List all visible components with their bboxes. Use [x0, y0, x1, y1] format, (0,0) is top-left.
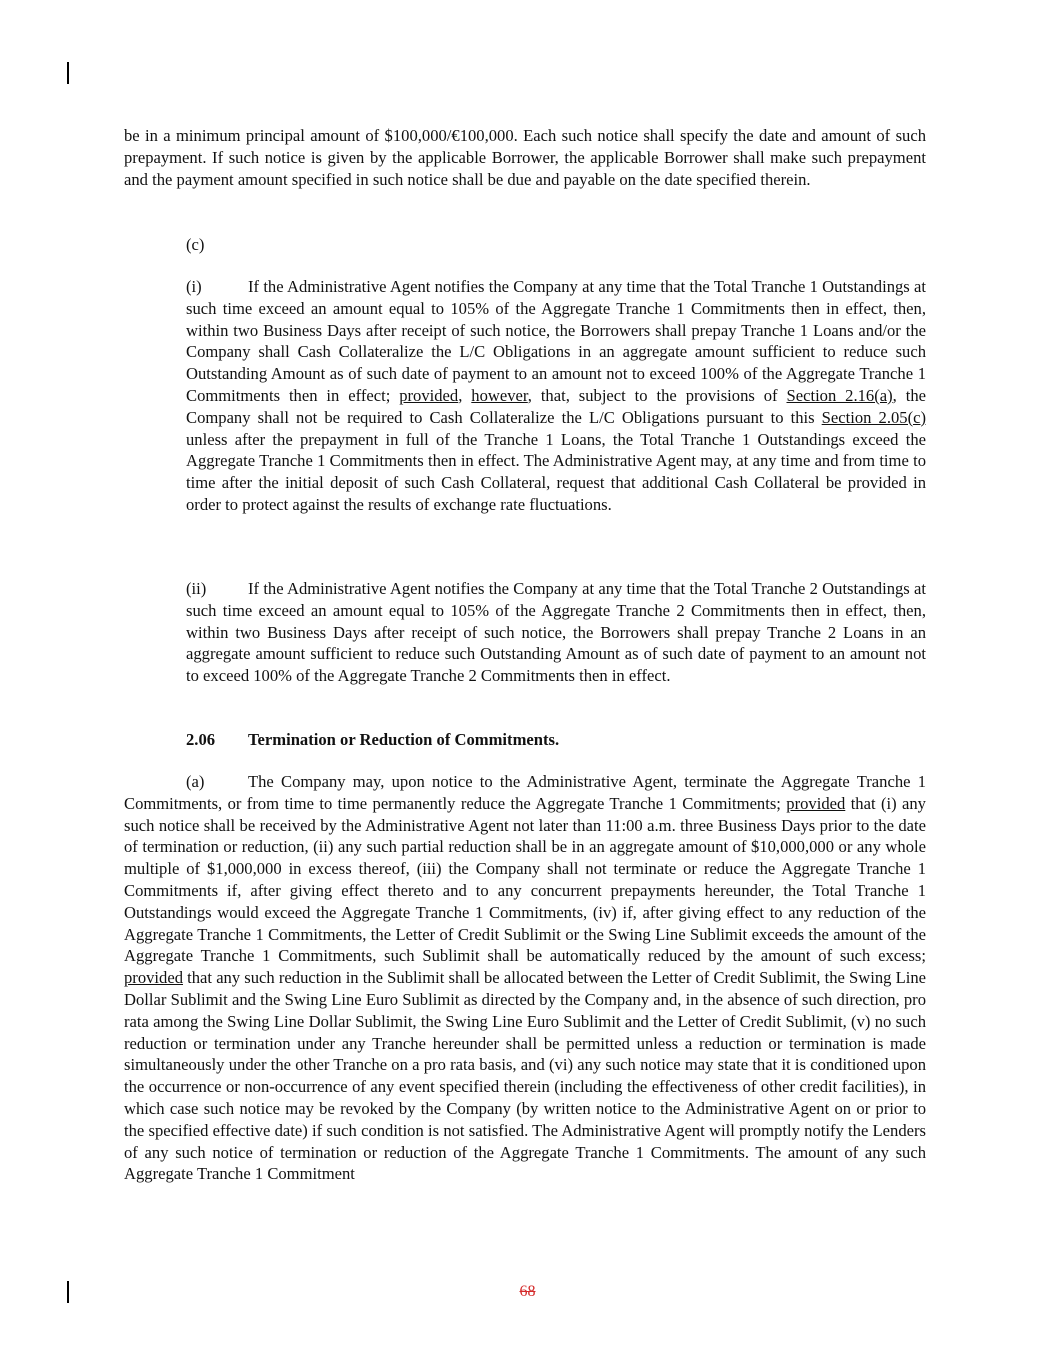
provided-term: provided	[124, 968, 183, 988]
however-term: however	[471, 385, 528, 405]
section-ref-2-16a: Section 2.16(a)	[786, 385, 893, 405]
clause-c-label: (c)	[186, 235, 205, 254]
clause-c-i: (i) If the Administrative Agent notifies the Company at any time that the Total Tranche 1 Outstandings at such time exceed an amount equal to 105% of the Aggregate Tranche 1 Commitments then in effect, then, within two Business Days after receipt of such notice, the Borrowers shall prepay Tranche 1 Loans and/or the Company shall Cash Collateralize the L/C Obligations in an aggregate amount sufficient to reduce such Outstanding Amount as of such date of payment to an amount not to exceed 100% of the Aggregate Tranche 1 Commitments then in effect; provided, however, that, subject to the provisions of Section 2.16(a), the Company shall not be required to Cash Collateralize the L/C Obligations pursuant to this Section 2.05(c) unless after the prepayment in full of the Tranche 1 Loans, the Total Tranche 1 Outstandings exceed the Aggregate Tranche 1 Commitments then in effect. The Administrative Agent may, at any time and from time to time after the initial deposit of such Cash Collateral, request that additional Cash Collateral be provided in order to protect against the results of exchange rate fluctuations.	[186, 277, 926, 514]
clause-a-number: (a)	[186, 772, 205, 791]
clause-c-i-number: (i)	[186, 277, 202, 296]
change-bar-top	[67, 62, 69, 84]
paragraph-continuation: be in a minimum principal amount of $100,000/€100,000. Each such notice shall specify the date and amount of such prepayment. If such notice is given by the applicable Borrower, the applicable Borrower shall make such prepayment and the payment amount specified in such notice shall be due and payable on the date specified therein.	[124, 126, 926, 189]
provided-term: provided	[786, 793, 846, 813]
page-number: 68	[519, 1283, 536, 1300]
clause-c-ii-number: (ii)	[186, 579, 207, 598]
provided-term: provided	[399, 385, 459, 405]
clause-a: (a) The Company may, upon notice to the Administrative Agent, terminate the Aggregate Tranche 1 Commitments, or from time to time permanently reduce the Aggregate Tranche 1 Commitments; provided that (i) any such notice shall be received by the Administrative Agent not later than 11:00 a.m. three Business Days prior to the date of termination or reduction, (ii) any such partial reduction shall be in an aggregate amount of $10,000,000 or any whole multiple of $1,000,000 in excess thereof, (iii) the Company shall not terminate or reduce the Aggregate Tranche 1 Commitments if, after giving effect thereto and to any concurrent prepayments hereunder, the Total Tranche 1 Outstandings would exceed the Aggregate Tranche 1 Commitments, (iv) if, after giving effect to any reduction of the Aggregate Tranche 1 Commitments, the Letter of Credit Sublimit or the Swing Line Sublimit exceeds the amount of the Aggregate Tranche 1 Commitments, such Sublimit shall be automatically reduced by the amount of such excess; provided that any such reduction in the Sublimit shall be allocated between the Letter of Credit Sublimit, the Swing Line Dollar Sublimit and the Swing Line Euro Sublimit as directed by the Company and, in the absence of such direction, pro rata among the Swing Line Dollar Sublimit, the Swing Line Euro Sublimit and the Letter of Credit Sublimit, (v) no such reduction or termination under any Tranche hereunder shall be permitted unless a reduction or termination is made simultaneously under the other Tranche on a pro rata basis, and (vi) any such notice may state that it is conditioned upon the occurrence or non-occurrence of any event specified therein (including the effectiveness of other credit facilities), in which case such notice may be revoked by the Company (by written notice to the Administrative Agent on or prior to the specified effective date) if such condition is not satisfied. The Administrative Agent will promptly notify the Lenders of any such notice of termination or reduction of the Aggregate Tranche 1 Commitments. The amount of any such Aggregate Tranche 1 Commitment	[124, 772, 926, 1184]
section-heading	[186, 730, 559, 750]
section-ref-2-05c: Section 2.05(c)	[821, 407, 926, 427]
clause-c-ii: (ii) If the Administrative Agent notifies the Company at any time that the Total Tranche 2 Outstandings at such time exceed an amount equal to 105% of the Aggregate Tranche 2 Commitments then in effect, then, within two Business Days after receipt of such notice, the Borrowers shall prepay Tranche 2 Loans in an aggregate amount sufficient to reduce such Outstanding Amount as of such date of payment to an amount not to exceed 100% of the Aggregate Tranche 2 Commitments then in effect.	[186, 579, 926, 686]
section-title: Termination or Reduction of Commitments.	[248, 730, 560, 749]
section-number: 2.06	[186, 730, 216, 749]
